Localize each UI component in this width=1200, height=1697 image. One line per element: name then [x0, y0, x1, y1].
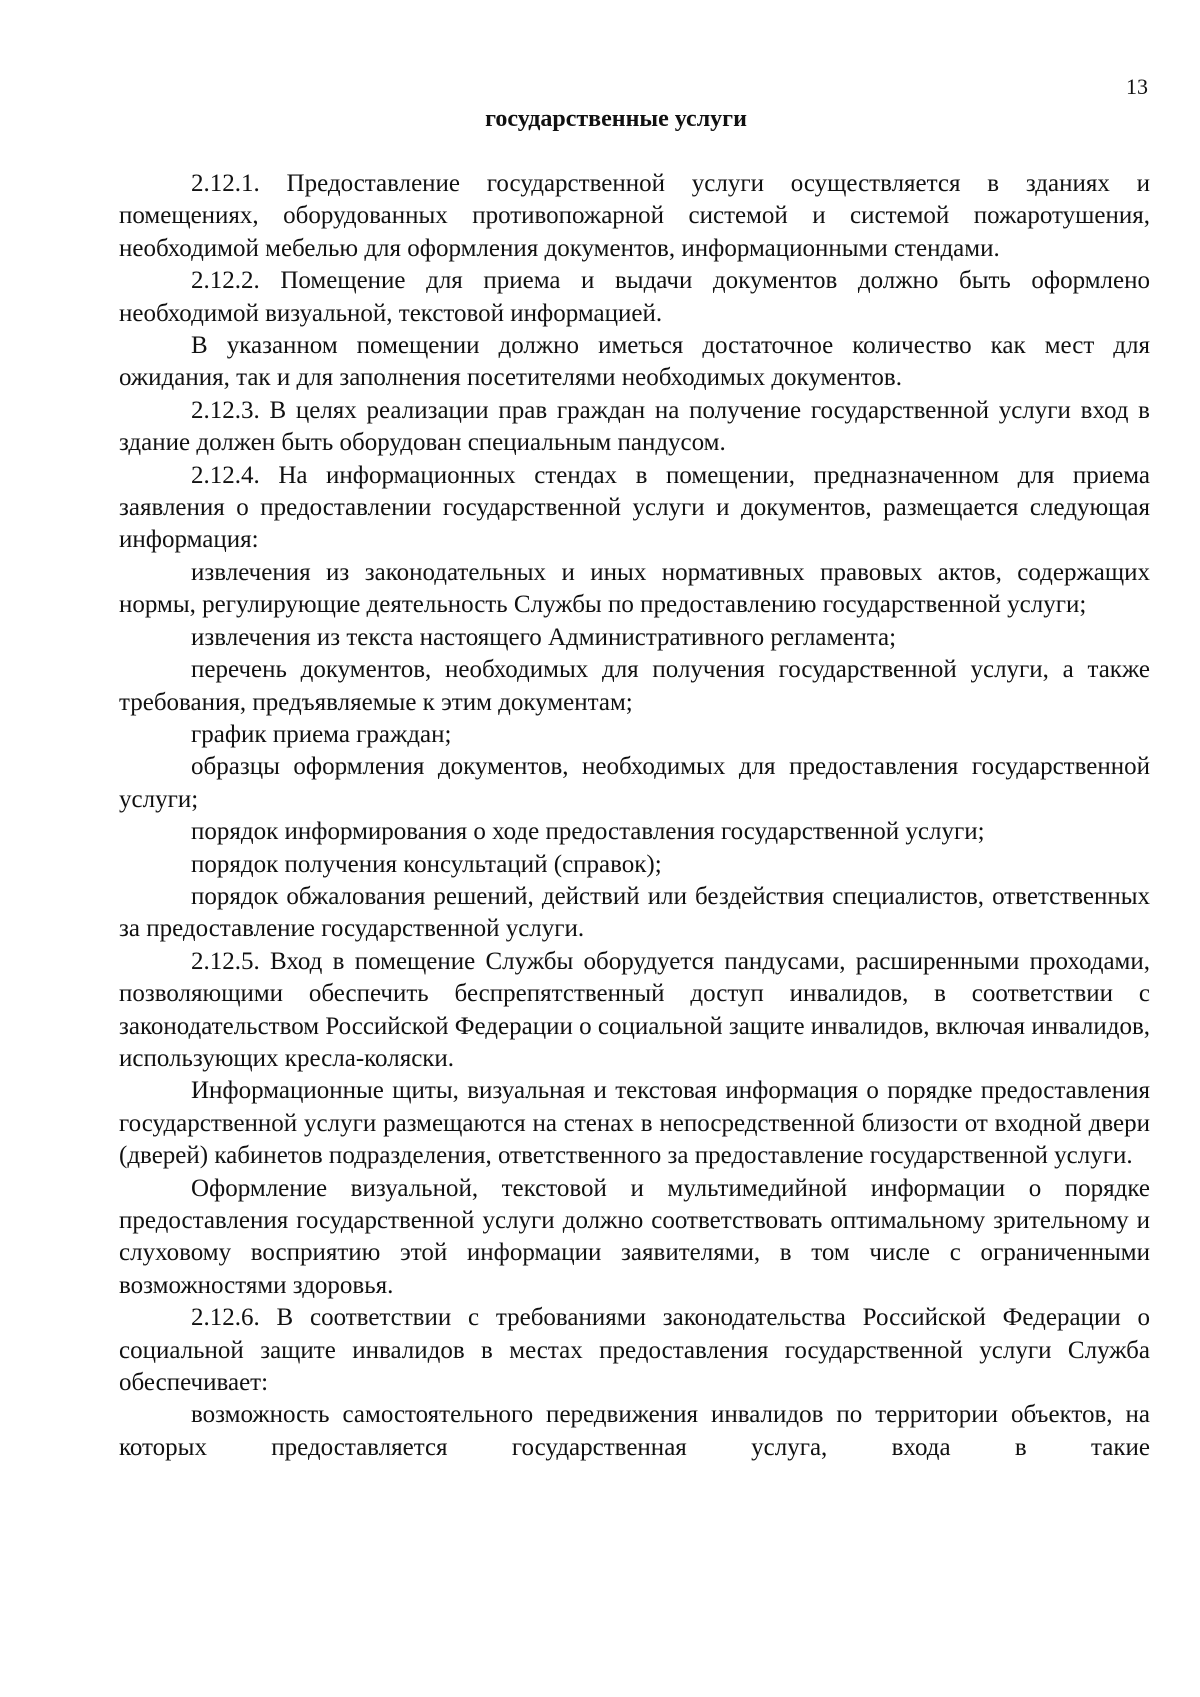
page-number: 13: [1126, 74, 1148, 99]
list-item-reception-schedule: график приема граждан;: [191, 720, 452, 748]
list-item-consultations: порядок получения консультаций (справок);: [191, 850, 662, 878]
paragraph-2-12-5: 2.12.5. Вход в помещение Службы оборудуется пандусами, расширенными проходами, позволяющими обеспечить беспрепятственный доступ инвалидов, в соответствии с законодательством Российской Федерации о социальной защите инвалидов, включая инвалидов, использующих кресла-коляски.: [119, 947, 1150, 1072]
paragraph-independent-movement: возможность самостоятельного передвижения инвалидов по территории объектов, на которых предоставляется государственная услуга, входа в такие: [119, 1401, 1150, 1461]
list-item-document-list: перечень документов, необходимых для получения государственной услуги, а также требования, предъявляемые к этим документам;: [119, 656, 1150, 716]
paragraph-2-12-6: 2.12.6. В соответствии с требованиями законодательства Российской Федерации о социальной защите инвалидов в местах предоставления государственной услуги Служба обеспечивает:: [119, 1304, 1150, 1397]
section-title: государственные услуги: [485, 106, 747, 132]
paragraph-2-12-1: 2.12.1. Предоставление государственной услуги осуществляется в зданиях и помещениях, оборудованных противопожарной системой и системой пожаротушения, необходимой мебелью для оформления документов, информационными стендами.: [119, 170, 1150, 262]
paragraph-waiting-places: В указанном помещении должно иметься достаточное количество как мест для ожидания, так и для заполнения посетителями необходимых документов.: [119, 332, 1150, 392]
paragraph-multimedia-info: Оформление визуальной, текстовой и мультимедийной информации о порядке предоставления государственной услуги должно соответствовать оптимальному зрительному и слуховому восприятию этой информации заявителями, в том числе с ограниченными возможностями здоровья.: [119, 1174, 1150, 1299]
list-item-legal-extracts: извлечения из законодательных и иных нормативных правовых актов, содержащих нормы, регулирующие деятельность Службы по предоставлению государственной услуги;: [119, 558, 1150, 619]
body-text: [119, 168, 1150, 1464]
list-item-document-samples: образцы оформления документов, необходимых для предоставления государственной услуги;: [119, 753, 1150, 813]
list-item-progress-info: порядок информирования о ходе предоставления государственной услуги;: [191, 818, 985, 846]
paragraph-2-12-3: 2.12.3. В целях реализации прав граждан на получение государственной услуги вход в здание должен быть оборудован специальным пандусом.: [119, 396, 1150, 457]
list-item-appeal-procedure: порядок обжалования решений, действий или бездействия специалистов, ответственных за предоставление государственной услуги.: [119, 882, 1150, 943]
list-item-regulation-extracts: извлечения из текста настоящего Административного регламента;: [191, 623, 897, 651]
paragraph-2-12-2: 2.12.2. Помещение для приема и выдачи документов должно быть оформлено необходимой визуальной, текстовой информацией.: [119, 267, 1150, 327]
paragraph-info-boards: Информационные щиты, визуальная и текстовая информация о порядке предоставления государственной услуги размещаются на стенах в непосредственной близости от входной двери (дверей) кабинетов подразделения, ответственного за предоставление государственной услуги.: [119, 1077, 1150, 1170]
paragraph-2-12-4: 2.12.4. На информационных стендах в помещении, предназначенном для приема заявления о предоставлении государственной услуги и документов, размещается следующая информация:: [119, 461, 1150, 554]
